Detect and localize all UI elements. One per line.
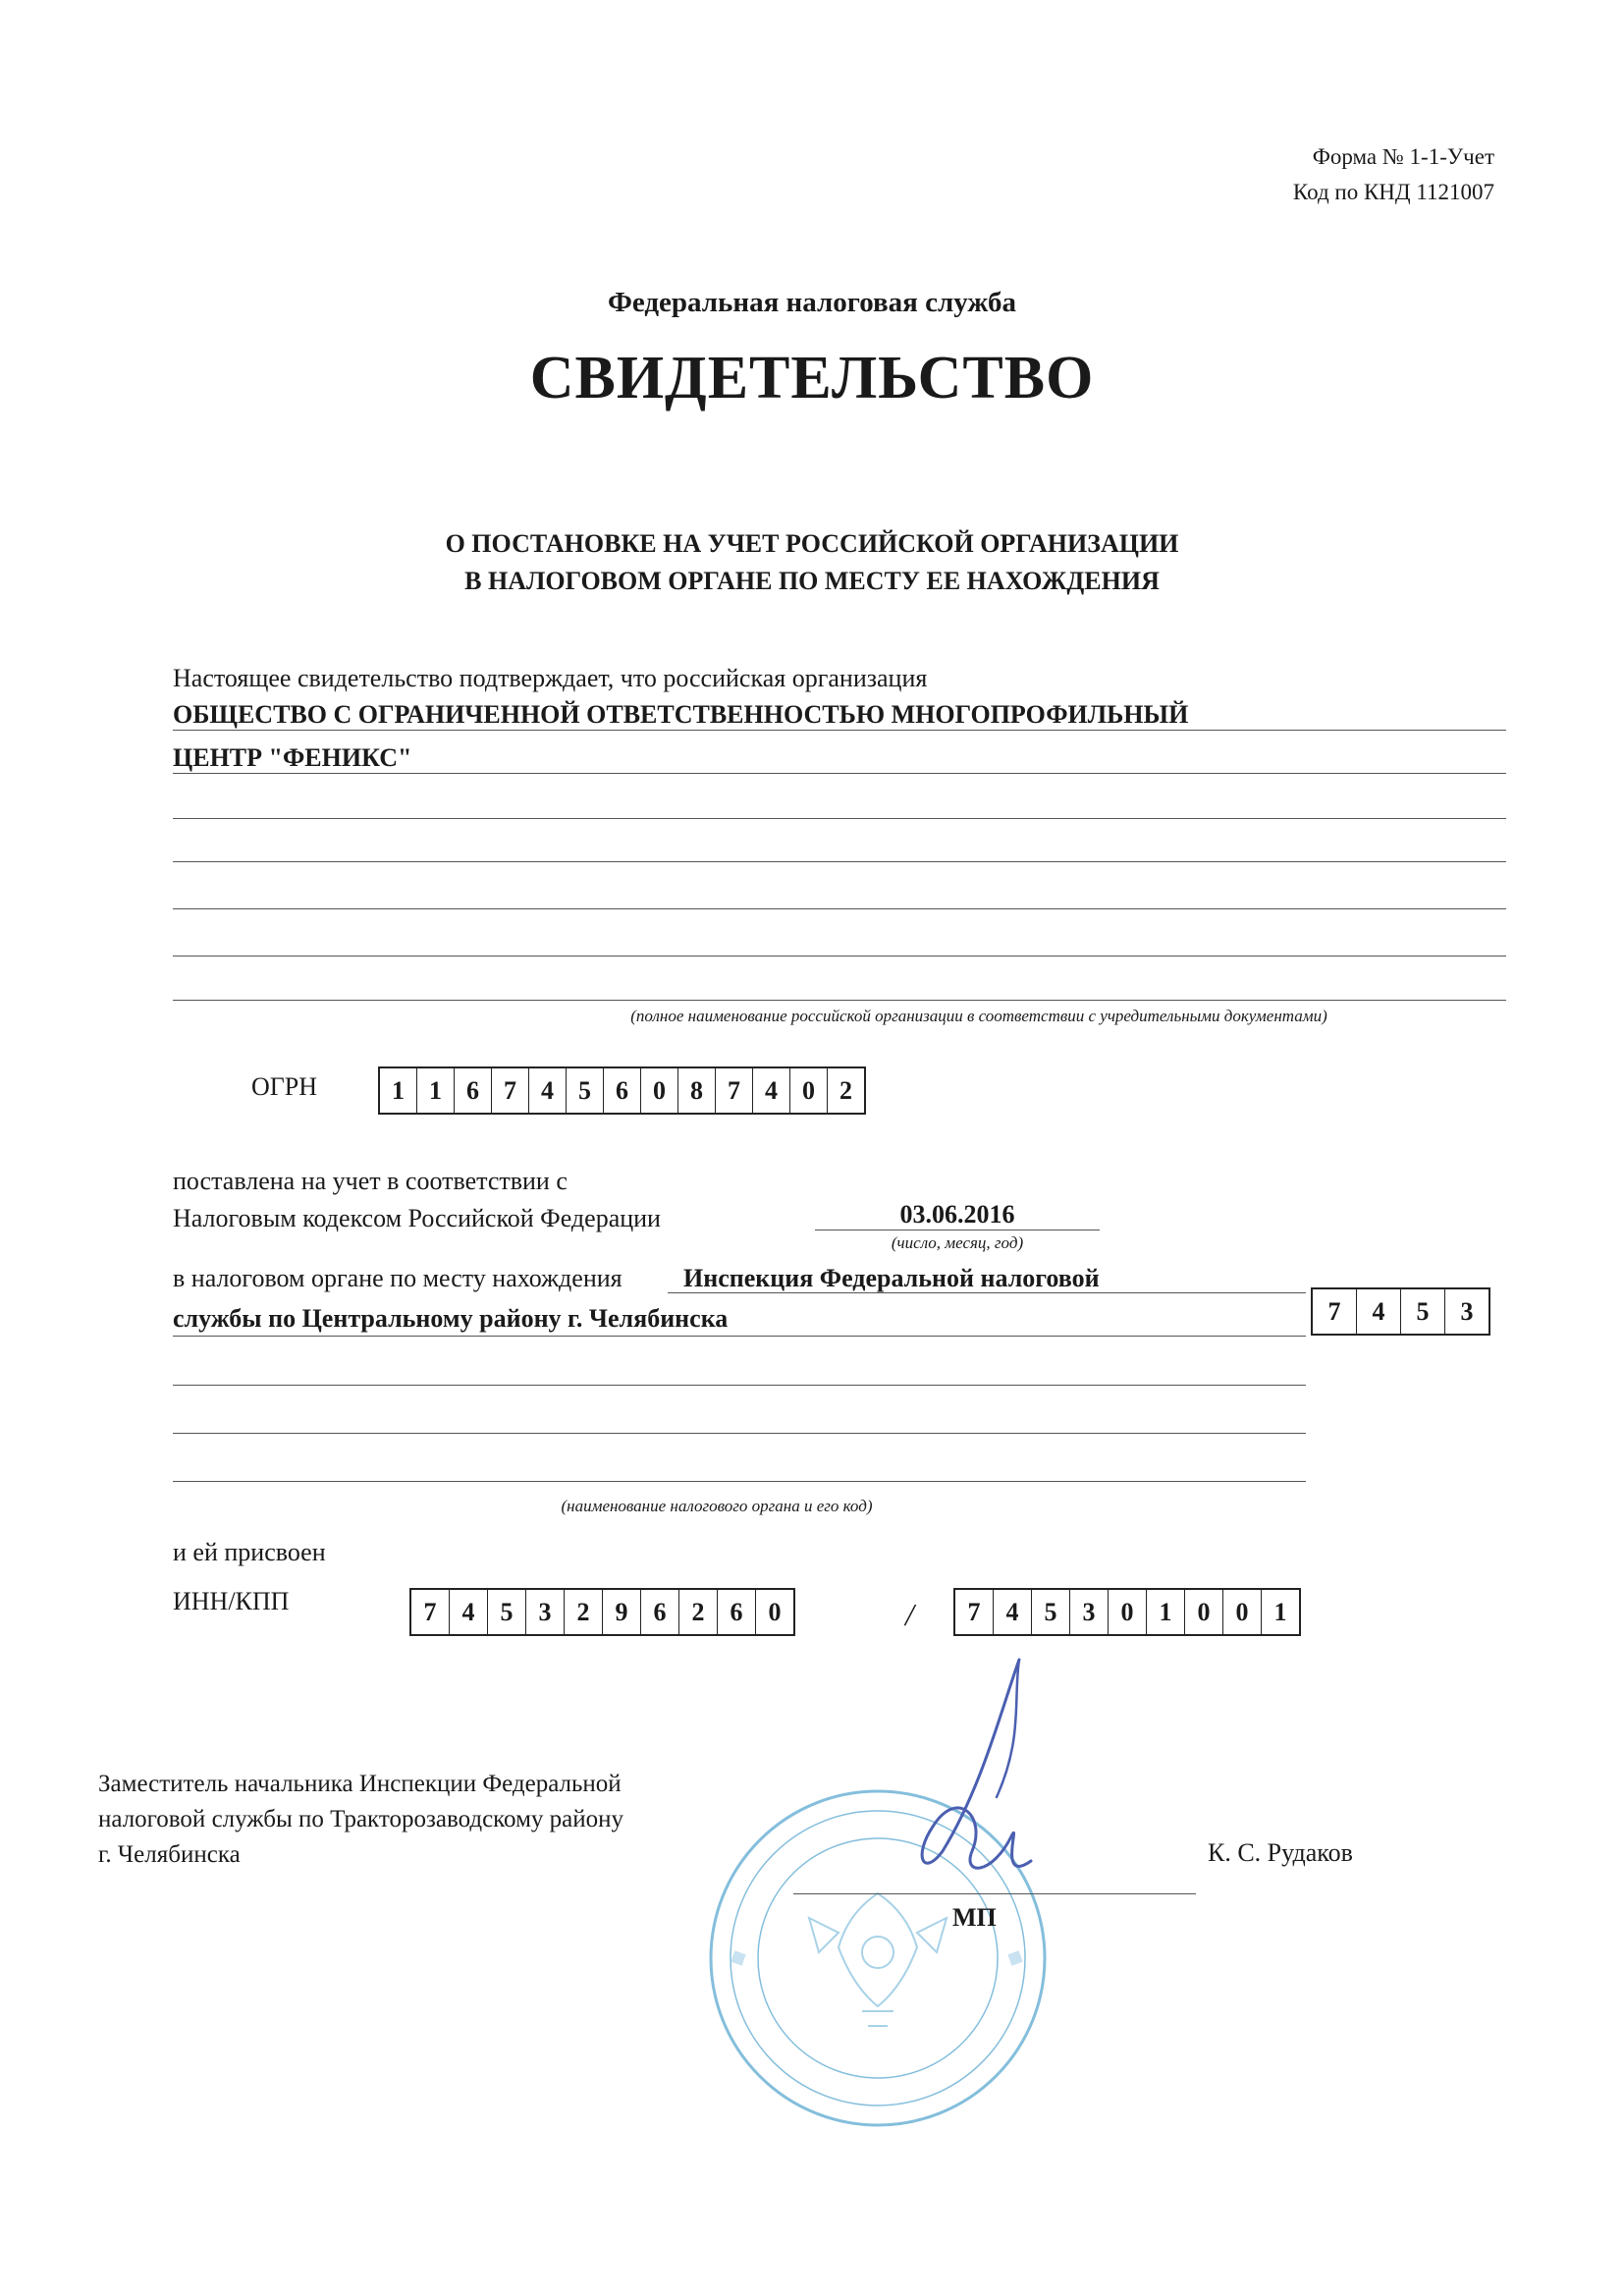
ogrn-digit: 2 [839, 1075, 852, 1105]
signatory-position-line-1: Заместитель начальника Инспекции Федеральной [98, 1771, 622, 1797]
tax-authority-line-1 [668, 1292, 1306, 1293]
kpp-digit: 0 [1223, 1590, 1262, 1634]
inn-digit: 6 [641, 1590, 679, 1634]
tax-authority-line-3 [173, 1385, 1306, 1386]
kpp-digit: 0 [1109, 1590, 1147, 1634]
ogrn-digit: 7 [716, 1068, 753, 1113]
org-name-hint: (полное наименование российской организации в соответствии с учредительными документами) [630, 1007, 1327, 1025]
inn-digit: 6 [718, 1590, 756, 1634]
ogrn-label: ОГРН [251, 1072, 318, 1101]
kpp-digit: 3 [1070, 1590, 1109, 1634]
inn-digit: 7 [411, 1590, 450, 1634]
agency-name: Федеральная налоговая служба [607, 287, 1017, 318]
tax-authority-line-4 [173, 1433, 1306, 1434]
kpp-digit: 5 [1032, 1590, 1070, 1634]
date-hint: (число, месяц, год) [891, 1233, 1024, 1252]
subtitle-line-1: О ПОСТАНОВКЕ НА УЧЕТ РОССИЙСКОЙ ОРГАНИЗАЦИИ [445, 529, 1179, 558]
org-line-5 [173, 908, 1506, 909]
seal-label: МП [952, 1903, 997, 1932]
ogrn-digit: 4 [753, 1068, 790, 1113]
inn-digit: 9 [603, 1590, 641, 1634]
tax-code-digit: 4 [1357, 1289, 1401, 1334]
knd-code: Код по КНД 1121007 [1292, 180, 1494, 204]
ogrn-digit: 0 [641, 1068, 678, 1113]
ogrn-digit: 0 [790, 1068, 828, 1113]
registration-date: 03.06.2016 [899, 1200, 1015, 1229]
inn-digit: 3 [526, 1590, 565, 1634]
inn-digit: 5 [488, 1590, 526, 1634]
ogrn-digit: 8 [678, 1068, 716, 1113]
tax-authority-hint: (наименование налогового органа и его код) [561, 1497, 873, 1515]
kpp-digit: 1 [1147, 1590, 1185, 1634]
tax-code-digit: 3 [1460, 1296, 1474, 1326]
inn-kpp-separator: / [905, 1597, 914, 1632]
org-line-1 [173, 730, 1506, 731]
tax-authority-line-5 [173, 1481, 1306, 1482]
tax-code-digit: 5 [1401, 1289, 1445, 1334]
handwritten-signature [903, 1650, 1051, 1905]
kpp-digit: 1 [1273, 1597, 1287, 1626]
org-name-line-1: ОБЩЕСТВО С ОГРАНИЧЕННОЙ ОТВЕТСТВЕННОСТЬЮ МНОГОПРОФИЛЬНЫЙ [173, 700, 1189, 729]
kpp-digit: 0 [1185, 1590, 1223, 1634]
ogrn-digit: 5 [567, 1068, 604, 1113]
inn-kpp-label: ИНН/КПП [173, 1587, 290, 1615]
org-line-4 [173, 861, 1506, 862]
tax-code-boxes [1311, 1287, 1490, 1336]
intro-text: Настоящее свидетельство подтверждает, что российская организация [173, 664, 928, 692]
signatory-position-line-2: налоговой службы по Тракторозаводскому району [98, 1806, 623, 1832]
assigned-text: и ей присвоен [173, 1538, 326, 1566]
registration-line-1: поставлена на учет в соответствии с [173, 1167, 568, 1195]
kpp-digit: 7 [955, 1590, 994, 1634]
signatory-name: К. С. Рудаков [1208, 1838, 1353, 1867]
org-line-7 [173, 1000, 1506, 1001]
ogrn-digit: 6 [604, 1068, 641, 1113]
org-line-2 [173, 773, 1506, 774]
inn-digit: 4 [450, 1590, 488, 1634]
tax-authority-name-1: Инспекция Федеральной налоговой [683, 1264, 1100, 1292]
tax-authority-prefix: в налоговом органе по месту нахождения [173, 1264, 623, 1292]
org-line-6 [173, 956, 1506, 957]
form-header [1293, 139, 1494, 210]
ogrn-digit: 7 [492, 1068, 529, 1113]
kpp-digit: 4 [994, 1590, 1032, 1634]
signature-line [793, 1893, 1196, 1894]
ogrn-digit: 1 [417, 1068, 455, 1113]
form-number: Форма № 1-1-Учет [1312, 144, 1494, 169]
page-title: СВИДЕТЕЛЬСТВО [529, 345, 1095, 411]
ogrn-digit: 6 [455, 1068, 492, 1113]
org-line-3 [173, 818, 1506, 819]
signatory-position-line-3: г. Челябинска [98, 1841, 241, 1868]
org-name-line-2: ЦЕНТР "ФЕНИКС" [173, 743, 412, 772]
ogrn-digit: 4 [529, 1068, 567, 1113]
signatory-position [98, 1767, 623, 1873]
ogrn-boxes [378, 1066, 866, 1115]
document-subtitle [0, 525, 1624, 600]
kpp-boxes [953, 1588, 1301, 1636]
tax-authority-name-2: службы по Центральному району г. Челябинска [173, 1304, 729, 1333]
registration-line-2: Налоговым кодексом Российской Федерации [173, 1204, 661, 1232]
inn-digit: 2 [565, 1590, 603, 1634]
inn-boxes [409, 1588, 795, 1636]
subtitle-line-2: В НАЛОГОВОМ ОРГАНЕ ПО МЕСТУ ЕЕ НАХОЖДЕНИЯ [464, 567, 1160, 595]
ogrn-digit: 1 [380, 1068, 417, 1113]
inn-digit: 0 [768, 1597, 782, 1626]
inn-digit: 2 [679, 1590, 718, 1634]
tax-code-digit: 7 [1313, 1289, 1357, 1334]
tax-authority-line-2 [173, 1336, 1306, 1337]
